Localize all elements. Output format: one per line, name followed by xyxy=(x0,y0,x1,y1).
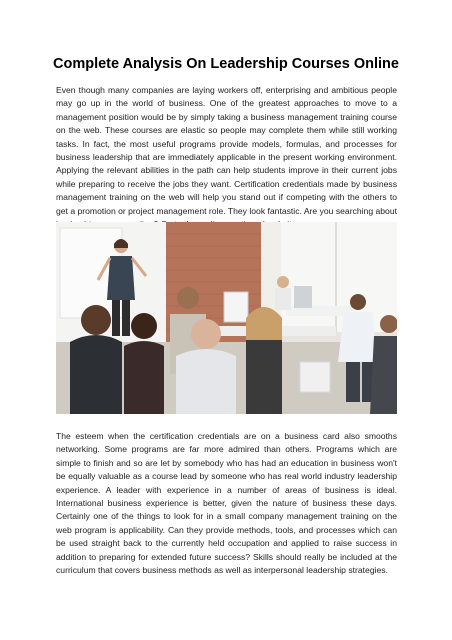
document-title: Complete Analysis On Leadership Courses Online xyxy=(53,56,399,72)
body-paragraph: The esteem when the certification credentials are on a business card also smooths networking. Some programs are far more admired than others. Programs which are simple to finish and so are let by somebody who has had an education in business won't be equally valuable as a course lead by someone who has real world industry leadership experience. A leader with experience in a number of areas of business is ideal. International business experience is better, given the nature of business these days. Certainly one of the things to look for in a small company management training on the web program is applicability. Can they provide methods, tools, and processes which can be used straight back to the currently held occupation and applied to raise success in addition to preparing for extended future success? Skills should really be included at the curriculum that covers business methods as well as interpersonal leadership strategies. xyxy=(56,431,397,576)
training-class-photo xyxy=(56,222,397,414)
intro-paragraph xyxy=(56,84,397,231)
training-class-illustration xyxy=(56,222,397,414)
intro-text: Even though many companies are laying workers off, enterprising and ambitious people may go up in the world of business. One of the greatest approaches to move to a management position would be by simply taking a business management training course on the web. These courses are elastic so people may complete them while still working tasks. In fact, the most useful programs provide models, formulas, and processes for business leadership that are immediately applicable in the present working environment. Applying the relevant abilities in the path can help students improve in their current jobs while preparing to receive the jobs they want. Certification credentials made by business management training on the web will help you stand out if competing with the others to get a promotion or project management role. They look fantastic. Are you searching about xyxy=(56,85,397,216)
